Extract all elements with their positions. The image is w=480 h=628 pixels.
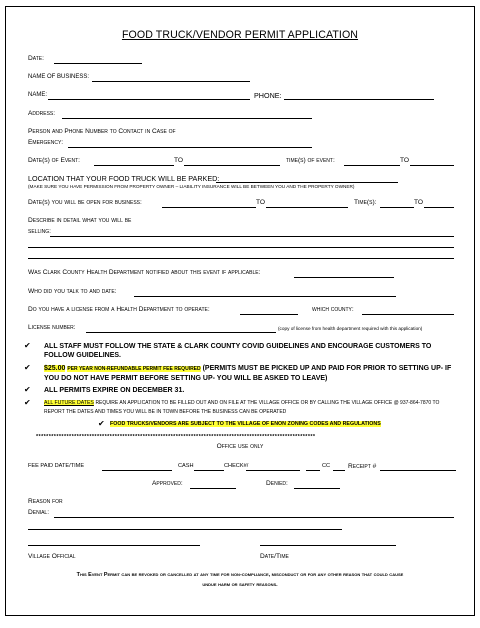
receipt-field[interactable] (380, 470, 456, 471)
describe-label: Describe in detail what you will be (28, 217, 132, 224)
who-talk-field[interactable] (134, 296, 396, 297)
address-field[interactable] (62, 118, 312, 119)
permit-form (5, 6, 475, 616)
phone-field[interactable] (284, 99, 434, 100)
which-county-label: which county: (312, 306, 354, 313)
permit-fee-note: PER YEAR NON-REFUNDABLE PERMIT FEE REQUIRED (67, 366, 201, 372)
fee-paid-label: FEE PAID DATE/TIME (28, 463, 85, 469)
approved-label: Approved: (152, 480, 183, 487)
license-note: (copy of license from health department required with this application) (278, 326, 423, 331)
covid-guidelines-notice: ALL STAFF MUST FOLLOW THE STATE & CLARK COUNTY COVID GUIDELINES AND ENCOURAGE CUSTOMERS TO FOLLOW GUIDELINES. (44, 343, 432, 359)
village-official-signature-line[interactable] (28, 545, 200, 546)
cc-field[interactable] (333, 470, 345, 471)
form-title: FOOD TRUCK/VENDOR PERMIT APPLICATION (121, 29, 359, 41)
check-mark-icon: ✔ (24, 363, 31, 372)
denied-label: Denied: (266, 480, 288, 487)
denial-reason-line-1[interactable] (54, 517, 454, 518)
footer-line-2: undue harm or safety reasons. (202, 582, 278, 588)
license-question-label: Do you have a license from a Health Department to operate: (28, 306, 210, 313)
address-label: Address: (28, 110, 56, 117)
open-start-time-field[interactable] (380, 207, 414, 208)
event-time-to-label: TO (400, 157, 410, 164)
check-number-label: CHECK#/ (224, 463, 249, 469)
event-to-label: TO (174, 157, 184, 164)
who-talk-label: Who did you talk to and date: (28, 288, 117, 295)
selling-field-line-1[interactable] (50, 236, 454, 237)
location-field[interactable] (216, 182, 398, 183)
zoning-notice-text: FOOD TRUCKS/VENDORS ARE SUBJECT TO THE VILLAGE OF ENON ZONING CODES AND REGULATIONS (110, 421, 381, 427)
license-number-label: License number: (28, 324, 76, 331)
license-answer-field[interactable] (240, 314, 298, 315)
denial-label: Denial: (28, 509, 50, 516)
check-number-field[interactable] (246, 470, 300, 471)
check-mark-icon: ✔ (24, 398, 31, 407)
license-number-field[interactable] (86, 332, 276, 333)
denied-field[interactable] (294, 488, 340, 489)
cash-label: CASH (178, 463, 194, 469)
cc-blank-field[interactable] (306, 470, 320, 471)
receipt-label: Receipt # (348, 463, 377, 470)
selling-field-line-3[interactable] (28, 258, 454, 259)
open-times-label: Time(s): (354, 199, 377, 206)
permit-fee-amount: $25.00 (44, 365, 66, 372)
date-time-signature-line[interactable] (260, 545, 396, 546)
future-dates-rules: REQUIRE AN APPLICATION TO BE FILLED OUT AND ON FILE AT THE VILLAGE OFFICE OR BY CALLING THE VILLAGE OFFICE @ 937-864-7870 TO REPORT THE DATES AND TIMES YOU WILL BE IN TOWN BEFORE THE BUSINESS CAN BE OPERATED (44, 400, 440, 415)
health-notified-label: Was Clark County Health Department notified about this event if applicable: (28, 269, 261, 276)
open-end-time-field[interactable] (424, 207, 454, 208)
open-time-to-label: TO (414, 199, 424, 206)
date-field[interactable] (54, 63, 142, 64)
permit-fee-notice (44, 364, 456, 383)
cash-field[interactable] (194, 470, 224, 471)
cc-label: CC (322, 463, 331, 469)
denial-reason-line-2[interactable] (28, 529, 342, 530)
event-dates-label: Date(s) of Event: (28, 157, 81, 164)
name-label: NAME: (28, 92, 48, 98)
village-official-label: Village Official (28, 553, 76, 560)
future-dates-highlight: ALL FUTURE DATES (44, 400, 94, 406)
phone-label: PHONE: (254, 91, 282, 100)
approved-field[interactable] (190, 488, 236, 489)
footer-line-1: This Event Permit can be revoked or cancelled at any time for non-compliance, misconduct or for any other reason that could cause (76, 572, 404, 578)
contact-label: Person and Phone Number to Contact in Case of (28, 128, 176, 135)
event-start-time-field[interactable] (344, 165, 400, 166)
health-notified-field[interactable] (294, 277, 394, 278)
event-times-label: time(s) of event: (286, 157, 335, 164)
date-time-label: Date/Time (260, 553, 289, 560)
business-name-field[interactable] (92, 81, 250, 82)
open-dates-label: Date(s) you will be open for business: (28, 199, 142, 206)
which-county-field[interactable] (362, 314, 454, 315)
open-end-date-field[interactable] (266, 207, 348, 208)
name-field[interactable] (48, 99, 250, 100)
office-use-heading: Office use only (216, 443, 264, 450)
date-label: Date: (28, 55, 44, 62)
selling-label: selling: (28, 228, 51, 235)
event-end-time-field[interactable] (410, 165, 454, 166)
location-note: (MAKE SURE YOU HAVE PERMISSION FROM PROPERTY OWNER – LIABILITY INSURANCE WILL BE BETWEEN YOU AND THE PROPERTY OWNER) (28, 184, 355, 189)
reason-for-label: Reason for (28, 498, 63, 505)
emergency-label: Emergency: (28, 139, 64, 146)
check-mark-icon: ✔ (24, 385, 31, 394)
event-end-date-field[interactable] (184, 165, 280, 166)
business-name-label: NAME OF BUSINESS: (28, 74, 90, 80)
emergency-field[interactable] (68, 147, 312, 148)
future-dates-notice (44, 399, 456, 417)
fee-paid-field[interactable] (102, 470, 172, 471)
separator-stars: ************************************************************************************************************** (36, 434, 316, 440)
open-to-label: TO (256, 199, 266, 206)
event-start-date-field[interactable] (94, 165, 174, 166)
zoning-notice (110, 421, 381, 427)
check-mark-icon: ✔ (24, 341, 31, 350)
permit-fee-rules: (PERMITS MUST BE PICKED UP AND PAID FOR PRIOR TO SETTING UP- IF YOU DO NOT HAVE PERMIT BEFORE SETTING UP- YOU WILL BE ASKED TO LEAVE) (44, 365, 452, 382)
expiry-notice: ALL PERMITS EXPIRE ON DECEMBER 31. (44, 387, 185, 394)
check-mark-icon: ✔ (98, 419, 105, 428)
selling-field-line-2[interactable] (28, 247, 454, 248)
open-start-date-field[interactable] (162, 207, 256, 208)
location-label: LOCATION THAT YOUR FOOD TRUCK WILL BE PARKED: (28, 174, 220, 183)
